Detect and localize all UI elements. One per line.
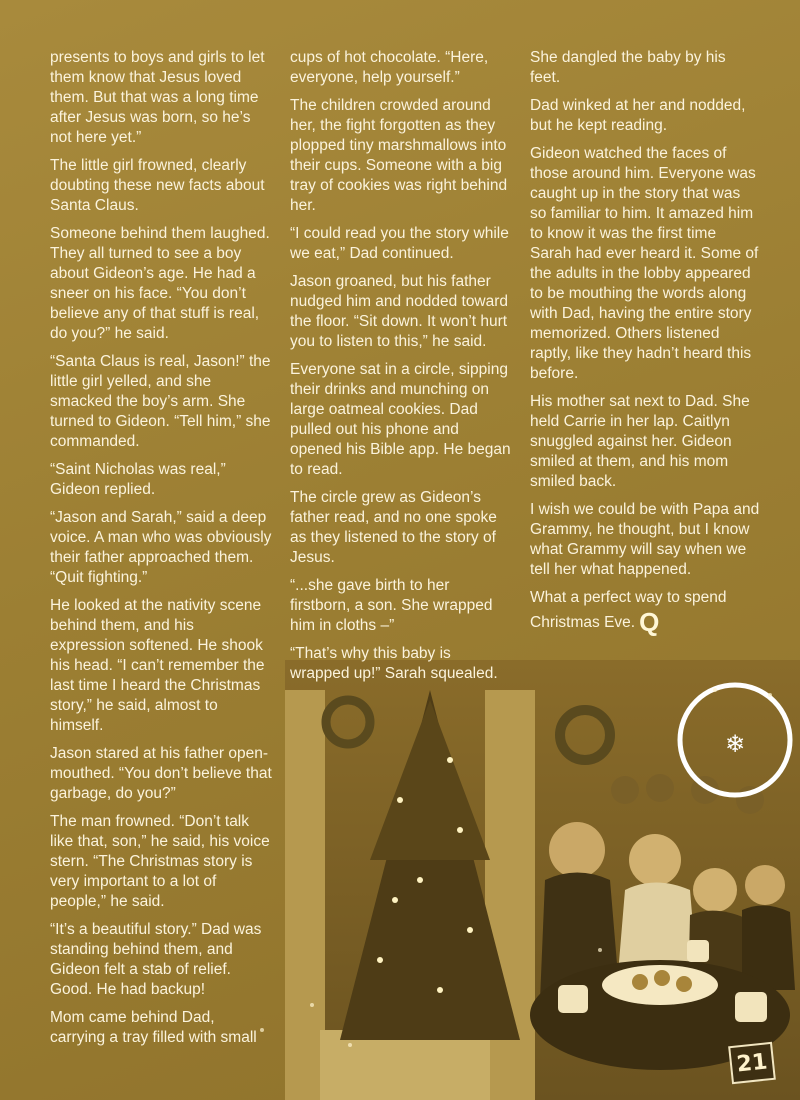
paragraph: The circle grew as Gideon’s father read, and no one spoke as they listened to the story of Jesus. (290, 489, 497, 566)
paragraph: The children crowded around her, the fight forgotten as they plopped tiny marshmallows into their cups. Someone with a big tray of cookies was right behind her. (290, 97, 508, 214)
page-number-badge: 21 (728, 1042, 776, 1084)
paragraph: Dad winked at her and nodded, but he kept reading. (530, 97, 746, 134)
paragraph: “I could read you the story while we eat,” Dad continued. (290, 225, 509, 262)
paragraph: Gideon watched the faces of those around him. Everyone was caught up in the story that was so familiar to him. It amazed him to know it was the first time Sarah had ever heard it. Some of the adults in the lobby appeared to be mouthing the words along with Dad, having the entire story memorized. Others listened raptly, like they hadn’t heard this before. (530, 145, 759, 382)
paragraph: “Saint Nicholas was real,” Gideon replied. (50, 461, 226, 498)
paragraph: She dangled the baby by his feet. (530, 49, 726, 86)
paragraph: cups of hot chocolate. “Here, everyone, help yourself.” (290, 49, 489, 86)
paragraph: Everyone sat in a circle, sipping their drinks and munching on large oatmeal cookies. Dad pulled out his phone and opened his Bible app. He began to read. (290, 361, 511, 478)
text-column-2 (290, 48, 512, 692)
paragraph: Jason stared at his father open-mouthed. “You don’t believe that garbage, do you?” (50, 745, 272, 802)
paragraph: The little girl frowned, clearly doubting these new facts about Santa Claus. (50, 157, 265, 214)
final-sentence: What a perfect way to spend Christmas Eve. (530, 589, 727, 631)
paragraph: “That’s why this baby is wrapped up!” Sarah squealed. (290, 645, 498, 682)
paragraph: Someone behind them laughed. They all turned to see a boy about Gideon’s age. He had a sneer on his face. “You don’t believe any of that stuff is real, do you?” he said. (50, 225, 270, 342)
text-column-1 (50, 48, 272, 1056)
paragraph: presents to boys and girls to let them know that Jesus loved them. But that was a long time after Jesus was born, so he’s not here yet.” (50, 49, 265, 146)
paragraph: “Santa Claus is real, Jason!” the little girl yelled, and she smacked the boy’s arm. She turned to Gideon. “Tell him,” she commanded. (50, 353, 271, 450)
paragraph: I wish we could be with Papa and Grammy, he thought, but I know what Grammy will say when we tell her what happened. (530, 501, 760, 578)
paragraph: His mother sat next to Dad. She held Carrie in her lap. Caitlyn snuggled against her. Gideon smiled at them, and his mom smiled back. (530, 393, 750, 490)
mug-right (735, 992, 767, 1022)
mug-left (558, 985, 588, 1013)
end-mark-q: Q (639, 607, 660, 637)
paragraph: Jason groaned, but his father nudged him and nodded toward the floor. “Sit down. It won’t hurt you to listen to this,” he said. (290, 273, 509, 350)
paragraph: Mom came behind Dad, carrying a tray filled with small (50, 1009, 257, 1046)
paragraph: “It’s a beautiful story.” Dad was standing behind them, and Gideon felt a stab of relief. Good. He had backup! (50, 921, 262, 998)
mug-back (687, 940, 709, 962)
paragraph: He looked at the nativity scene behind them, and his expression softened. He shook his head. “I can’t remember the last time I heard the Christmas story,” he said, almost to himself. (50, 597, 265, 734)
window-sill (320, 1030, 490, 1100)
window-frame-left (285, 690, 325, 1100)
paragraph: “Jason and Sarah,” said a deep voice. A man who was obviously their father approached them. “Quit fighting.” (50, 509, 272, 586)
snowflake-icon: ❄ (724, 730, 746, 758)
paragraph: “...she gave birth to her firstborn, a son. She wrapped him in cloths –” (290, 577, 493, 634)
paragraph-final (530, 588, 760, 637)
paragraph: The man frowned. “Don’t talk like that, son,” he said, his voice stern. “The Christmas story is very important to a lot of people,” he said. (50, 813, 270, 910)
text-column-3 (530, 48, 760, 641)
